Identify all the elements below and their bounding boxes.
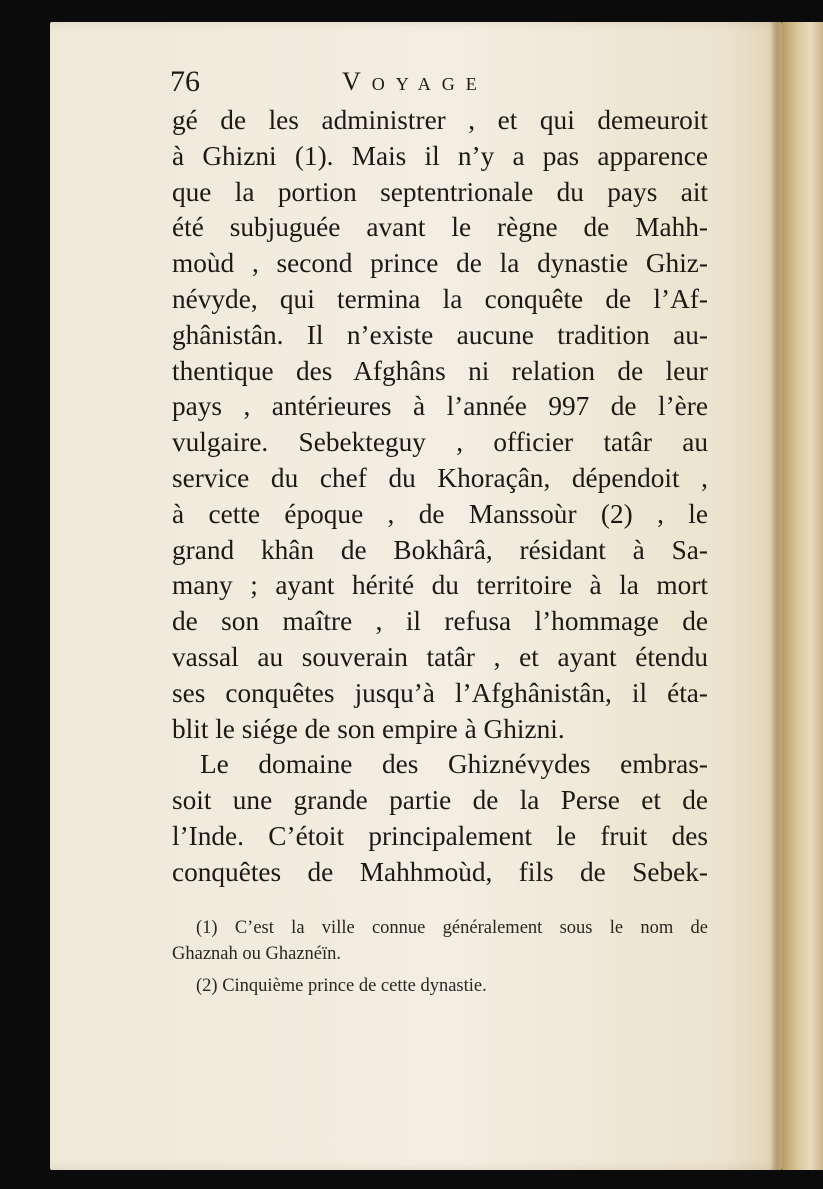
text-line: névyde, qui termina la conquête de l’Af- [172,283,708,314]
facing-page-edge [782,22,823,1170]
text-line: à Ghizni (1). Mais il n’y a pas apparence [172,140,708,171]
text-line: soit une grande partie de la Perse et de [172,785,708,816]
footnote-2: (2) Cinquième prince de cette dynastie. [196,976,487,996]
text-line: ses conquêtes jusqu’à l’Afghânistân, il éta- [172,677,708,708]
text-line: vulgaire. Sebekteguy , officier tatâr au [172,427,708,458]
text-line: Le domaine des Ghiznévydes embras- [200,749,708,780]
footnotes [172,915,708,999]
text-line: blit le siége de son empire à Ghizni. [172,713,565,744]
text-line: à cette époque , de Manssoùr (2) , le [172,498,708,529]
text-line: service du chef du Khoraçân, dépendoit , [172,462,708,493]
footnote-1-line-1: (1) C’est la ville connue généralement sous le nom de [196,918,708,938]
text-line: vassal au souverain tatâr , et ayant étendu [172,641,708,672]
text-line: grand khân de Bokhârâ, résidant à Sa- [172,534,708,565]
running-head [170,62,710,102]
text-line: gé de les administrer , et qui demeuroit [172,105,708,135]
text-line: l’Inde. C’étoit principalement le fruit des [172,820,708,851]
body-text [172,103,708,891]
footnote-1-line-2: Ghaznah ou Ghaznéïn. [172,944,342,964]
text-line: ghânistân. Il n’existe aucune tradition au- [172,319,708,350]
text-line: été subjuguée avant le règne de Mahh- [172,212,708,243]
text-line: many ; ayant hérité du territoire à la mort [172,570,708,601]
running-head-title: Voyage [342,67,488,96]
text-line: moùd , second prince de la dynastie Ghiz- [172,248,708,279]
text-line: conquêtes de Mahhmoùd, fils de Sebek- [172,856,708,887]
text-line: que la portion septentrionale du pays ait [172,176,708,207]
text-line: de son maître , il refusa l’hommage de [172,606,708,637]
text-line: thentique des Afghâns ni relation de leur [172,355,708,386]
text-line: pays , antérieures à l’année 997 de l’ère [172,391,708,422]
page-number: 76 [170,65,200,98]
